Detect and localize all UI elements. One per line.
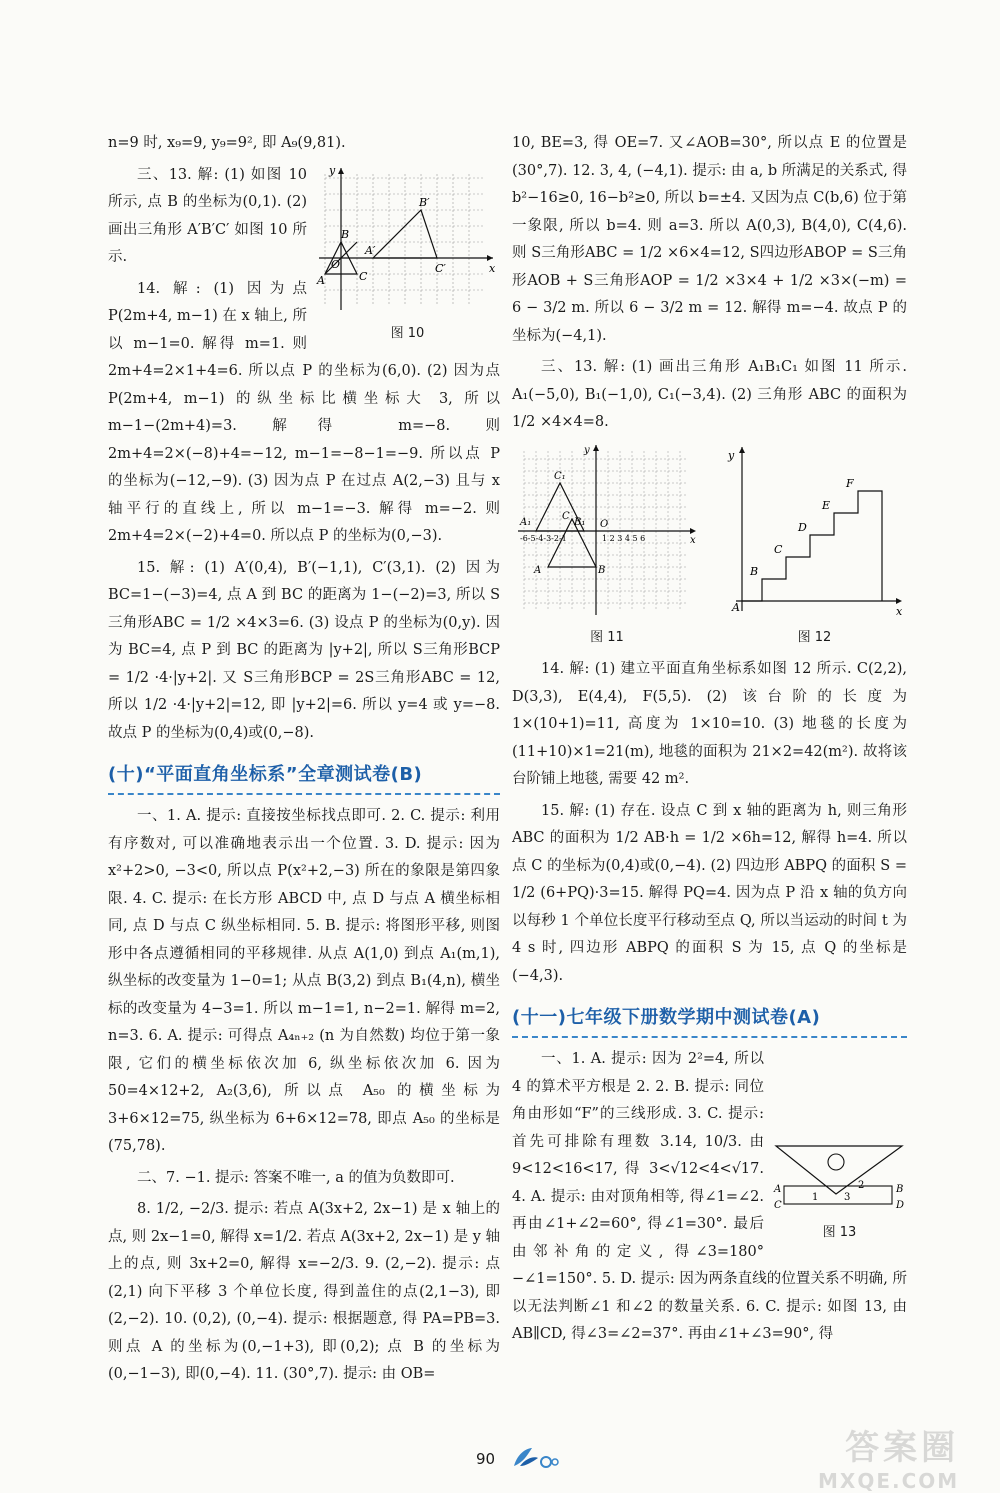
svg-text:B₁: B₁ [574, 516, 586, 528]
svg-text:2: 2 [858, 1180, 865, 1191]
svg-text:F: F [846, 476, 854, 490]
svg-text:B: B [598, 564, 606, 576]
paragraph: 一、1. A. 提示: 直接按坐标找点即可. 2. C. 提示: 利用有序数对, 可以准确地表示出一个位置. 3. D. 提示: 因为 x²+2>0, −3<0, 所以点 P(x²+2,−3) 所在的象限是第四象限. 4. C. 提示: 在长方形 ABCD 中, 点 D 与点 A 横坐标相同, 点 D 与点 C 纵坐标相同. 5. B. 提示: 将图形平移, 则图形中各点遵循相同的平移规律. 从点 A(1,0) 到点 A₁(m,1), 纵坐标的改变量为 1−0=1; 从点 B(3,2) 到点 B₁(4,n), 横坐标的改变量为 4−3=1. 所以 m−1=1, n−2=1. 解得 m=2, n=3. 6. A. 提示: 可得点 A₄ₙ₊₂ (n 为自然数) 均位于第一象限, 它们的横坐标依次加 6, 纵坐标依次加 6. 因为 50=4×12+2, A₂(3,6), 所以点 A₅₀ 的横坐标为 3+6×12=75, 纵坐标为 6+6×12=78, 即点 A₅₀ 的坐标是(75,78). [108, 808, 500, 1154]
paragraph: 15. 解: (1) 存在. 设点 C 到 x 轴的距离为 h, 则三角形 ABC 的面积为 1/2 AB·h = 1/2 ×6h=12, 解得 h=4. 所以点 C 的坐标为(0,4)或(0,−4). (2) 四边形 ABPQ 的面积 S = 1/2 (6+PQ)·3=15. 解得 PQ=4. 因为点 P 沿 x 轴的负方向以每秒 1 个单位长度平行移动至点 Q, 所以当运动的时间 t 为 4 s 时, 四边形 ABPQ 的面积 S 为 15, 点 Q 的坐标是(−4,3). [512, 802, 907, 984]
svg-text:B: B [750, 564, 759, 578]
svg-text:C: C [774, 542, 783, 556]
svg-text:x: x [896, 604, 903, 618]
section-title: (十)“平面直角坐标系”全章测试卷(B) [108, 761, 500, 795]
svg-text:D: D [798, 520, 807, 534]
figure-13 [772, 1142, 907, 1243]
svg-text:A: A [732, 600, 740, 614]
svg-text:O: O [331, 257, 341, 271]
paragraph: n=9 时, x₉=9, y₉=9², 即 A₉(9,81). [108, 135, 346, 151]
figure-11 [512, 443, 702, 649]
figure-10-graph [315, 164, 500, 314]
section-title: (十一)七年级下册数学期中测试卷(A) [512, 1004, 907, 1038]
page-number: 90 [476, 1450, 496, 1468]
svg-text:C′: C′ [435, 261, 446, 275]
svg-text:B: B [341, 227, 350, 241]
svg-text:x: x [489, 261, 496, 275]
watermark-url: MXQE.COM [818, 1469, 960, 1493]
left-column [108, 130, 500, 1393]
svg-text:x: x [690, 534, 696, 546]
figure-12 [722, 443, 907, 649]
svg-text:-6-5-4-3-2-1: -6-5-4-3-2-1 [520, 533, 567, 543]
paragraph: 8. 1/2, −2/3. 提示: 若点 A(3x+2, 2x−1) 是 x 轴上的点, 则 2x−1=0, 解得 x=1/2. 若点 A(3x+2, 2x−1) 是 y 轴上的点, 则 3x+2=0, 解得 x=−2/3. 9. (2,−2). 提示: 点(2,1) 向下平移 3 个单位长度, 得到盖住的点(2,1−3), 即(2,−2). 10. (0,2), (0,−4). 提示: 根据题意, 得 PA=PB=3. 则点 A 的坐标为(0,−1+3), 即(0,2); 点 B 的坐标为(0,−1−3), 即(0,−4). 11. (30°,7). 提示: 由 OB= [108, 1201, 500, 1382]
right-column [512, 130, 907, 1353]
paragraph: 14. 解: (1) 建立平面直角坐标系如图 12 所示. C(2,2), D(3,3), E(4,4), F(5,5). (2) 该台阶的长度为 1×(10+1)=11, 高度为 1×10=10. (3) 地毯的长度为(11+10)×1=21(m), 地毯的面积为 21×2=42(m²). 故将该台阶铺上地毯, 需要 42 m². [512, 661, 907, 787]
figure-11-graph [512, 443, 702, 618]
paragraph: 三、13. 解: (1) 如图 10 所示, 点 B 的坐标为(0,1). (2) 画出三角形 A′B′C′ 如图 10 所示. [108, 166, 307, 265]
figure-13-graph [772, 1142, 907, 1212]
figure-row [512, 443, 907, 649]
watermark-title: 答案圈 [845, 1428, 960, 1468]
paragraph: 14. 解: (1) 因为点 P(2m+4, m−1) 在 x 轴上, 所以 m−1=0. 解得 m=1. 则 2m+4=2×1+4=6. 所以点 P 的坐标为(6,0). (2) 因为点 P(2m+4, m−1) 的纵坐标比横坐标大 3, 所以 m−1−(2m+4)=3. 解得 m=−8. 则 2m+4=2×(−8)+4=−12, m−1=−8−1=−9. 所以点 P 的坐标为(−12,−9). (3) 因为点 P 在过点 A(2,−3) 且与 x 轴平行的直线上, 所以 m−1=−3. 解得 m=−2. 则 2m+4=2×(−2)+4=0. 所以点 P 的坐标为(0,−3). [108, 280, 500, 544]
svg-text:B: B [896, 1184, 904, 1195]
figure-12-caption: 图 12 [797, 630, 832, 645]
svg-text:A: A [534, 564, 542, 576]
figure-10-caption: 图 10 [390, 326, 425, 341]
svg-text:A₁: A₁ [520, 516, 532, 528]
figure-12-graph [722, 443, 907, 618]
svg-text:C: C [774, 1200, 782, 1211]
paragraph: 10, BE=3, 得 OE=7. 又∠AOB=30°, 所以点 E 的位置是(30°,7). 12. 3, 4, (−4,1). 提示: 由 a, b 所满足的关系式, 得 b²−16≥0, 16−b²≥0, 所以 b=±4. 又因为点 C(b,6) 位于第一象限, 所以 b=4. 则 a=3. 所以 A(0,3), B(4,0), C(4,6). 则 S三角形ABC = 1/2 ×6×4=12, S四边形ABOP = S三角形AOB + S三角形AOP = 1/2 ×3×4 + 1/2 ×3×(−m) = 6 − 3/2 m. 所以 6 − 3/2 m = 12. 解得 m=−4. 故点 P 的坐标为(−4,1). [512, 135, 907, 344]
svg-text:A′: A′ [365, 243, 376, 257]
paragraph: 三、13. 解: (1) 画出三角形 A₁B₁C₁ 如图 11 所示. A₁(−5,0), B₁(−1,0), C₁(−3,4). (2) 三角形 ABC 的面积为 1/2 ×4×4=8. [512, 359, 907, 430]
svg-text:y: y [728, 448, 735, 462]
figure-11-caption: 图 11 [590, 630, 624, 645]
paragraph: 二、7. −1. 提示: 答案不唯一, a 的值为负数即可. [137, 1169, 455, 1186]
svg-text:y: y [584, 444, 590, 456]
svg-text:D: D [896, 1200, 905, 1211]
q1-6-block [512, 1046, 907, 1353]
svg-text:O: O [600, 518, 609, 530]
svg-text:3: 3 [844, 1192, 851, 1203]
svg-text:E: E [822, 498, 831, 512]
watermark [818, 1420, 959, 1493]
svg-text:C₁: C₁ [554, 470, 566, 482]
figure-13-caption: 图 13 [822, 1224, 857, 1240]
svg-text:1: 1 [812, 1192, 819, 1203]
svg-text:1 2 3 4 5 6: 1 2 3 4 5 6 [602, 533, 646, 543]
svg-text:A: A [317, 273, 325, 287]
leaf-ornament-icon [510, 1444, 560, 1470]
q13-block [108, 162, 500, 555]
paragraph: 15. 解: (1) A′(0,4), B′(−1,1), C′(3,1). (2) 因为 BC=1−(−3)=4, 点 A 到 BC 的距离为 1−(−2)=3, 所以 S三角形ABC = 1/2 ×4×3=6. (3) 设点 P 的坐标为(0,y). 因为 BC=4, 点 P 到 BC 的距离为 |y+2|, 所以 S三角形BCP = 1/2 ·4·|y+2|. 又 S三角形BCP = 2S三角形ABC = 12, 所以 1/2 ·4·|y+2|=12, 即 |y+2|=6. 所以 y=4 或 y=−8. 故点 P 的坐标为(0,4)或(0,−8). [108, 559, 500, 741]
figure-10 [315, 164, 500, 345]
svg-text:y: y [329, 163, 336, 177]
paragraph: 一、1. A. 提示: 因为 2²=4, 所以 4 的算术平方根是 2. 2. B. 提示: 同位角由形如“F”的三线形成. 3. C. 提示: 首先可排除有理数 3.14, 10/3. 由 9<12<16<17, 得 3<√12<4<√17. 4. A. 提示: 由对顶角相等, 得∠1=∠2. 再由∠1+∠2=60°, 得∠1=30°. 最后由邻补角的定义, 得∠3=180°−∠1=150°. 5. D. 提示: 因为两条直线的位置关系不明确, 所以无法判断∠1 和∠2 的数量关系. 6. C. 提示: 如图 13, 由 AB∥CD, 得∠3=∠2=37°. 再由∠1+∠3=90°, 得 [512, 1051, 907, 1342]
svg-text:C: C [359, 269, 368, 283]
svg-text:B′: B′ [419, 195, 430, 209]
svg-text:C: C [562, 510, 570, 522]
svg-text:A: A [774, 1184, 782, 1195]
